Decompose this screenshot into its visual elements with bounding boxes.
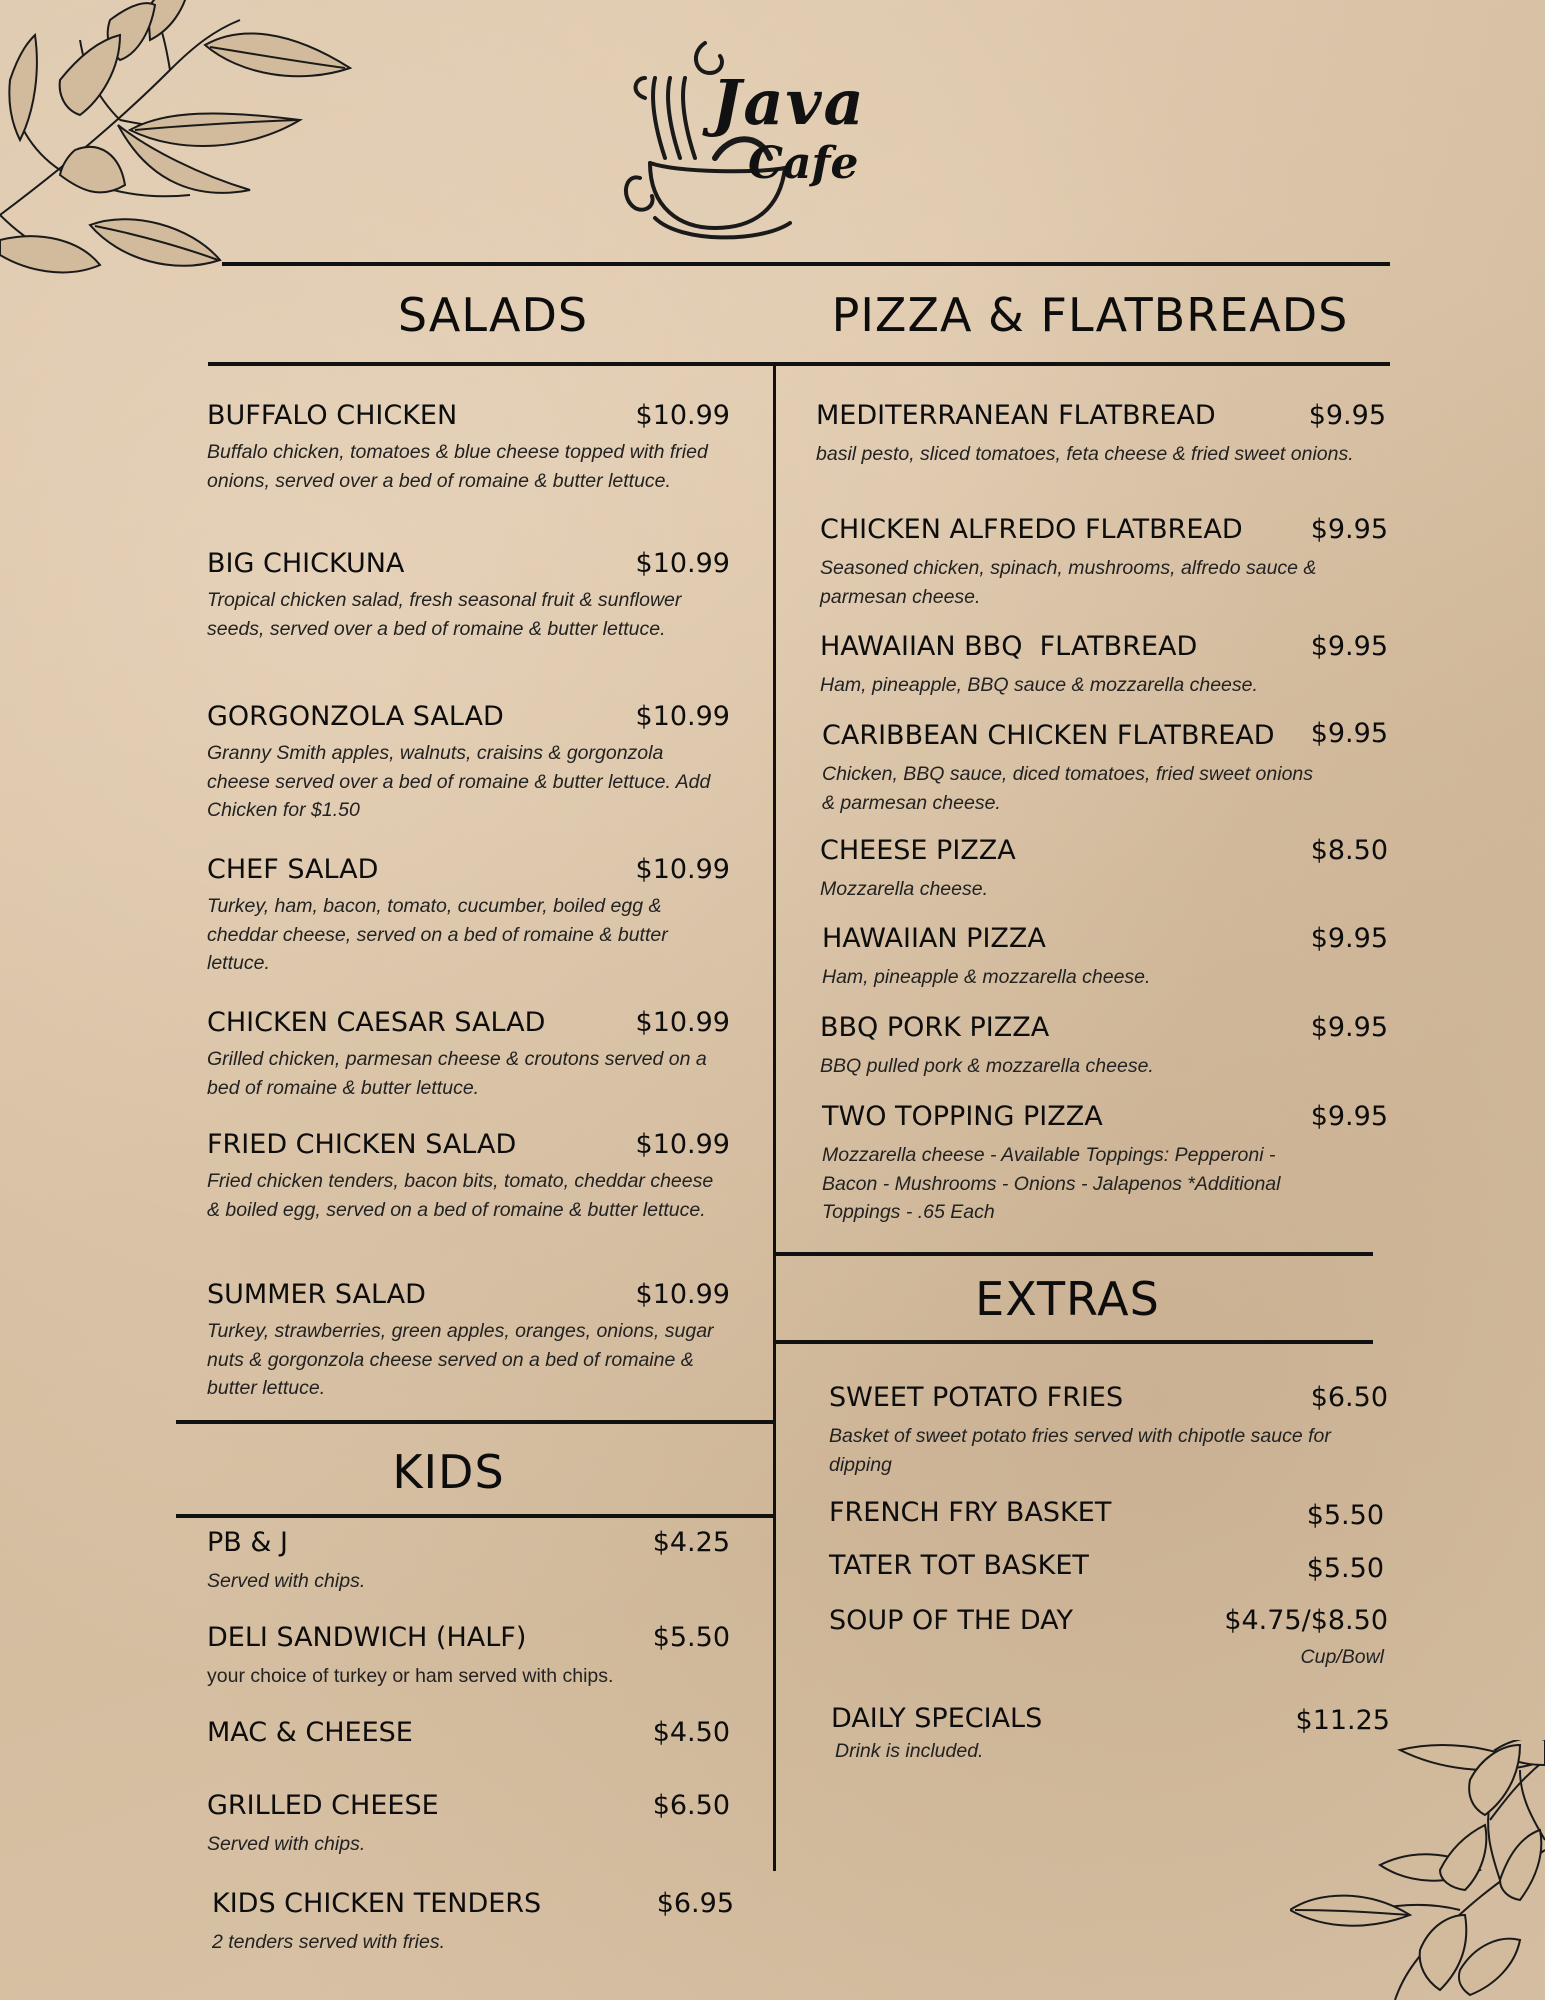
item-price: $9.95 <box>1310 631 1388 662</box>
item-name: FRIED CHICKEN SALAD <box>207 1129 517 1160</box>
item-name: CHICKEN ALFREDO FLATBREAD <box>820 514 1243 545</box>
item-name: HAWAIIAN PIZZA <box>822 923 1046 954</box>
item-description: Grilled chicken, parmesan cheese & croutons served on a bed of romaine & butter lettuce. <box>207 1048 707 1099</box>
item-name: FRENCH FRY BASKET <box>829 1497 1112 1528</box>
item-name: CHEESE PIZZA <box>820 835 1016 866</box>
item-description: Fried chicken tenders, bacon bits, tomato, cheddar cheese & boiled egg, served on a bed of romaine & butter lettuce. <box>207 1170 714 1221</box>
item-price: $5.50 <box>652 1622 730 1653</box>
item-price: $10.99 <box>635 548 730 579</box>
divider-vertical <box>773 364 776 1871</box>
leaf-branch-top-left-icon <box>0 0 360 300</box>
item-name: KIDS CHICKEN TENDERS <box>212 1888 542 1919</box>
item-name: DAILY SPECIALS <box>831 1703 1043 1734</box>
item-name: GRILLED CHEESE <box>207 1790 439 1821</box>
java-cafe-logo <box>620 18 920 243</box>
item-price: $5.50 <box>1306 1553 1384 1584</box>
item-price: $10.99 <box>635 1129 730 1160</box>
item-name: TWO TOPPING PIZZA <box>822 1101 1103 1132</box>
item-name: CHICKEN CAESAR SALAD <box>207 1007 546 1038</box>
section-title-kids: KIDS <box>392 1445 505 1499</box>
item-description: Ham, pineapple, BBQ sauce & mozzarella cheese. <box>820 674 1258 696</box>
item-name: MAC & CHEESE <box>207 1717 413 1748</box>
item-name: CHEF SALAD <box>207 854 379 885</box>
section-title-extras: EXTRAS <box>975 1272 1160 1326</box>
item-price: $10.99 <box>635 1007 730 1038</box>
item-description: your choice of turkey or ham served with chips. <box>207 1665 614 1687</box>
item-name: DELI SANDWICH (HALF) <box>207 1622 527 1653</box>
item-price: $10.99 <box>635 400 730 431</box>
item-name: HAWAIIAN BBQ FLATBREAD <box>820 631 1198 662</box>
item-price: $9.95 <box>1310 718 1388 749</box>
item-description: Turkey, strawberries, green apples, oranges, onions, sugar nuts & gorgonzola cheese served on a bed of romaine & butter lettuce. <box>207 1320 714 1399</box>
item-description: Turkey, ham, bacon, tomato, cucumber, boiled egg & cheddar cheese, served on a bed of romaine & butter lettuce. <box>207 895 668 974</box>
item-price: $8.50 <box>1310 835 1388 866</box>
item-description: Mozzarella cheese. <box>820 878 988 900</box>
item-description: Chicken, BBQ sauce, diced tomatoes, fried sweet onions & parmesan cheese. <box>822 763 1314 814</box>
item-name: SWEET POTATO FRIES <box>829 1382 1124 1413</box>
section-title-pizza: PIZZA & FLATBREADS <box>831 288 1349 342</box>
item-description: Ham, pineapple & mozzarella cheese. <box>822 966 1151 988</box>
item-name: BUFFALO CHICKEN <box>207 400 458 431</box>
item-description: Mozzarella cheese - Available Toppings: Pepperoni - Bacon - Mushrooms - Onions - Jalapenos *Additional Toppings - .65 Each <box>822 1144 1281 1223</box>
item-description: BBQ pulled pork & mozzarella cheese. <box>820 1055 1154 1077</box>
item-price: $10.99 <box>635 854 730 885</box>
divider-extras-top <box>775 1252 1373 1256</box>
item-price: $6.50 <box>652 1790 730 1821</box>
item-price: $9.95 <box>1310 1012 1388 1043</box>
item-description: basil pesto, sliced tomatoes, feta cheese & fried sweet onions. <box>816 443 1354 465</box>
item-description: Drink is included. <box>835 1740 984 1762</box>
logo-word-java: Java <box>712 66 866 139</box>
item-price: $10.99 <box>635 1279 730 1310</box>
leaf-branch-bottom-right-icon <box>1290 1740 1545 2000</box>
logo-word-cafe: Cafe <box>748 138 859 189</box>
item-name: BIG CHICKUNA <box>207 548 405 579</box>
item-price: $5.50 <box>1306 1500 1384 1531</box>
item-name: TATER TOT BASKET <box>829 1550 1089 1581</box>
item-name: MEDITERRANEAN FLATBREAD <box>816 400 1216 431</box>
item-description: Basket of sweet potato fries served with chipotle sauce for dipping <box>829 1425 1331 1476</box>
divider-extras-bottom <box>775 1340 1373 1344</box>
item-price: $9.95 <box>1310 514 1388 545</box>
item-description: Tropical chicken salad, fresh seasonal fruit & sunflower seeds, served over a bed of romaine & butter lettuce. <box>207 589 682 640</box>
item-description: Granny Smith apples, walnuts, craisins & gorgonzola cheese served over a bed of romaine & butter lettuce. Add Chicken for $1.50 <box>207 742 711 821</box>
item-description: Buffalo chicken, tomatoes & blue cheese topped with fried onions, served over a bed of romaine & butter lettuce. <box>207 441 708 492</box>
item-price: $4.50 <box>652 1717 730 1748</box>
item-price: $10.99 <box>635 701 730 732</box>
item-price: $6.50 <box>1310 1382 1388 1413</box>
item-description: Seasoned chicken, spinach, mushrooms, alfredo sauce & parmesan cheese. <box>820 557 1317 608</box>
item-description: Served with chips. <box>207 1833 366 1855</box>
divider-under-headings <box>208 362 1390 366</box>
section-title-salads: SALADS <box>397 288 589 342</box>
item-description: 2 tenders served with fries. <box>212 1931 446 1953</box>
item-price: $11.25 <box>1295 1705 1390 1736</box>
item-price: $4.25 <box>652 1527 730 1558</box>
item-name: BBQ PORK PIZZA <box>820 1012 1050 1043</box>
item-description: Cup/Bowl <box>1300 1646 1384 1668</box>
divider-kids-bottom <box>176 1514 775 1518</box>
item-price: $9.95 <box>1308 400 1386 431</box>
item-price: $6.95 <box>656 1888 734 1919</box>
item-name: SOUP OF THE DAY <box>829 1605 1074 1636</box>
item-price: $9.95 <box>1310 923 1388 954</box>
item-name: CARIBBEAN CHICKEN FLATBREAD <box>822 720 1275 751</box>
item-description: Served with chips. <box>207 1570 366 1592</box>
item-name: SUMMER SALAD <box>207 1279 426 1310</box>
divider-top <box>222 262 1390 266</box>
item-name: GORGONZOLA SALAD <box>207 701 504 732</box>
item-name: PB & J <box>207 1527 288 1558</box>
item-price: $9.95 <box>1310 1101 1388 1132</box>
item-price: $4.75/$8.50 <box>1224 1605 1388 1636</box>
divider-kids-top <box>176 1420 775 1424</box>
